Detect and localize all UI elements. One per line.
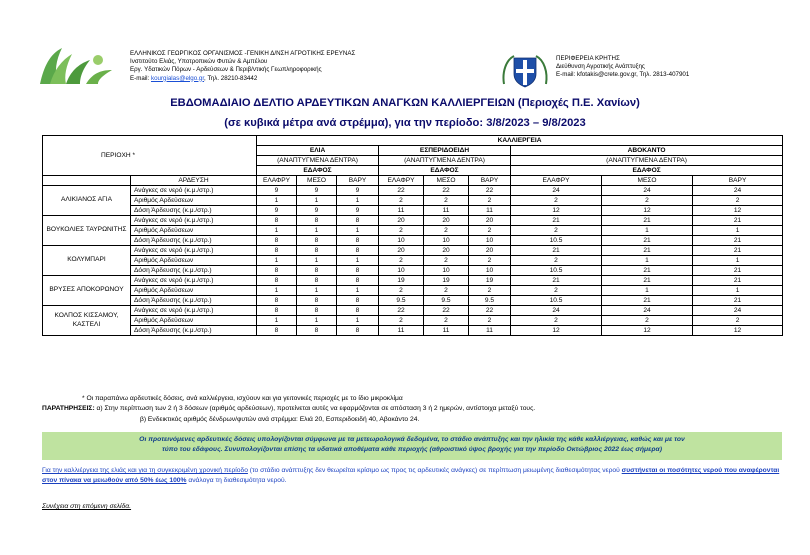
value-cell: 20	[379, 216, 424, 226]
irrigation-table	[42, 135, 783, 336]
value-cell: 21	[602, 216, 693, 226]
value-cell: 8	[297, 276, 337, 286]
letterhead	[0, 0, 810, 92]
value-cell: 8	[257, 266, 297, 276]
table-row	[43, 296, 783, 306]
value-cell: 21	[602, 266, 693, 276]
value-cell: 10	[469, 266, 511, 276]
irrigation-metric: Δόση Άρδευσης (κ.μ./στρ.)	[131, 266, 257, 276]
value-cell: 22	[469, 186, 511, 196]
irrigation-metric: Ανάγκες σε νερό (κ.μ./στρ.)	[131, 216, 257, 226]
table-row	[43, 256, 783, 266]
value-cell: 2	[469, 226, 511, 236]
value-cell: 2	[511, 196, 602, 206]
soil-type: ΕΛΑΦΡΥ	[257, 176, 297, 186]
value-cell: 2	[469, 196, 511, 206]
value-cell: 1	[602, 256, 693, 266]
value-cell: 20	[469, 216, 511, 226]
crop-citrus: ΕΣΠΕΡΙΔΟΕΙΔΗ	[379, 146, 511, 156]
olive-recommendation	[42, 466, 782, 486]
crop-avocado: ΑΒΟΚΑΝΤΟ	[511, 146, 783, 156]
value-cell: 1	[602, 286, 693, 296]
value-cell: 9	[297, 186, 337, 196]
table-row	[43, 206, 783, 216]
value-cell: 8	[337, 216, 379, 226]
crop-olive: ΕΛΙΑ	[257, 146, 379, 156]
table-row	[43, 226, 783, 236]
value-cell: 21	[693, 276, 783, 286]
value-cell: 8	[297, 306, 337, 316]
continued-next-page: Συνέχεια στη επόμενη σελίδα.	[42, 503, 132, 510]
soil-label: ΕΔΑΦΟΣ	[379, 166, 511, 176]
remark-a-row	[42, 404, 535, 414]
soil-label: ΕΔΑΦΟΣ	[511, 166, 783, 176]
value-cell: 2	[469, 256, 511, 266]
value-cell: 8	[337, 306, 379, 316]
value-cell: 21	[693, 246, 783, 256]
greek-coat-of-arms-emblem	[500, 50, 550, 90]
irrigation-metric: Δόση Άρδευσης (κ.μ./στρ.)	[131, 236, 257, 246]
value-cell: 8	[337, 266, 379, 276]
olive-rec-part2: (το στάδιο ανάπτυξης δεν θεωρείται κρίσιμο ως προς τις αρδευτικές ανάγκες) σε περίπτωση μειωμένης διαθεσιμότητας νερού	[247, 467, 622, 474]
value-cell: 21	[693, 266, 783, 276]
value-cell: 21	[693, 236, 783, 246]
irrigation-metric: Δόση Άρδευσης (κ.μ./στρ.)	[131, 296, 257, 306]
table-row	[43, 276, 783, 286]
value-cell: 2	[511, 256, 602, 266]
value-cell: 21	[511, 216, 602, 226]
region-name: ΒΡΥΣΕΣ ΑΠΟΚΟΡΩΝΟΥ	[43, 276, 131, 306]
value-cell: 10.5	[511, 236, 602, 246]
footnote: * Οι παραπάνω αρδευτικές δόσεις, ανά καλλιέργεια, ισχύουν και για γειτονικές περιοχές με το ίδιο μικροκλίμα	[82, 395, 403, 402]
value-cell: 1	[257, 256, 297, 266]
notes-section	[42, 394, 535, 425]
value-cell: 2	[379, 196, 424, 206]
value-cell: 10	[379, 236, 424, 246]
region-name: ΑΛΙΚΙΑΝΟΣ ΑΓΙΑ	[43, 186, 131, 216]
org-line: ΕΛΛΗΝΙΚΟΣ ΓΕΩΡΓΙΚΟΣ ΟΡΓΑΝΙΣΜΟΣ -ΓΕΝΙΚΗ Δ/ΝΣΗ ΑΓΡΟΤΙΚΗΣ ΕΡΕΥΝΑΣ	[130, 50, 356, 57]
irrigation-metric: Αριθμός Αρδεύσεων	[131, 286, 257, 296]
value-cell: 21	[602, 276, 693, 286]
value-cell: 1	[337, 256, 379, 266]
value-cell: 21	[693, 216, 783, 226]
value-cell: 9	[337, 186, 379, 196]
value-cell: 12	[602, 326, 693, 336]
table-row	[43, 246, 783, 256]
value-cell: 12	[693, 326, 783, 336]
value-cell: 2	[424, 286, 469, 296]
value-cell: 21	[602, 236, 693, 246]
value-cell: 20	[379, 246, 424, 256]
table-row	[43, 216, 783, 226]
value-cell: 1	[297, 226, 337, 236]
value-cell: 9.5	[424, 296, 469, 306]
value-cell: 24	[511, 306, 602, 316]
olive-rec-part3: συστήνεται οι ποσότητες νερού που αναφέρονται στον πίνακα να μειωθούν από 50% έως 100%	[42, 467, 780, 484]
value-cell: 8	[297, 236, 337, 246]
value-cell: 22	[379, 306, 424, 316]
phone-text: , Τηλ. 28210-83442	[204, 74, 258, 82]
value-cell: 22	[424, 306, 469, 316]
crop-olive-sub: (ΑΝΑΠΤΥΓΜΕΝΑ ΔΕΝΤΡΑ)	[257, 156, 379, 166]
value-cell: 21	[511, 246, 602, 256]
value-cell: 1	[257, 286, 297, 296]
value-cell: 8	[257, 306, 297, 316]
calculation-note-line2: τύπο του εδάφους. Συνυπολογίζονται επίσης τα υδατικά αποθέματα κάθε περιοχής (αθροιστικό ύψος βροχής για την περίοδο Οκτώβριος 2022 έως σήμερα)	[161, 446, 663, 453]
calculation-note-box	[42, 432, 782, 460]
soil-type: ΜΕΣΟ	[424, 176, 469, 186]
value-cell: 9.5	[469, 296, 511, 306]
value-cell: 10	[469, 236, 511, 246]
value-cell: 22	[424, 186, 469, 196]
value-cell: 8	[257, 246, 297, 256]
value-cell: 10.5	[511, 296, 602, 306]
value-cell: 21	[602, 296, 693, 306]
value-cell: 11	[424, 206, 469, 216]
region-name: ΠΕΡΙΦΕΡΕΙΑ ΚΡΗΤΗΣ	[556, 55, 620, 62]
soil-type: ΜΕΣΟ	[297, 176, 337, 186]
value-cell: 2	[602, 196, 693, 206]
value-cell: 2	[424, 226, 469, 236]
value-cell: 1	[297, 256, 337, 266]
value-cell: 8	[257, 276, 297, 286]
value-cell: 8	[257, 236, 297, 246]
value-cell: 1	[693, 256, 783, 266]
value-cell: 1	[693, 286, 783, 296]
institute-info	[130, 50, 355, 83]
value-cell: 1	[693, 226, 783, 236]
value-cell: 2	[693, 196, 783, 206]
table-row	[43, 286, 783, 296]
value-cell: 19	[469, 276, 511, 286]
value-cell: 20	[424, 216, 469, 226]
irrigation-metric: Ανάγκες σε νερό (κ.μ./στρ.)	[131, 246, 257, 256]
value-cell: 10.5	[511, 266, 602, 276]
value-cell: 1	[602, 226, 693, 236]
crop-citrus-sub: (ΑΝΑΠΤΥΓΜΕΝΑ ΔΕΝΤΡΑ)	[379, 156, 511, 166]
table-row	[43, 326, 783, 336]
value-cell: 9.5	[379, 296, 424, 306]
value-cell: 20	[469, 246, 511, 256]
bulletin-title: ΕΒΔΟΜΑΔΙΑΙΟ ΔΕΛΤΙΟ ΑΡΔΕΥΤΙΚΩΝ ΑΝΑΓΚΩΝ ΚΑΛΛΙΕΡΓΕΙΩΝ (Περιοχές Π.Ε. Χανίων)	[170, 97, 640, 109]
value-cell: 21	[602, 246, 693, 256]
value-cell: 10	[379, 266, 424, 276]
value-cell: 11	[379, 206, 424, 216]
value-cell: 2	[511, 286, 602, 296]
value-cell: 8	[337, 246, 379, 256]
value-cell: 2	[424, 196, 469, 206]
remarks-label: ΠΑΡΑΤΗΡΗΣΕΙΣ:	[42, 405, 95, 413]
value-cell: 19	[379, 276, 424, 286]
soil-type: ΜΕΣΟ	[602, 176, 693, 186]
value-cell: 24	[602, 186, 693, 196]
bulletin-period: (σε κυβικά μέτρα ανά στρέμμα), για την περίοδο: 3/8/2023 – 9/8/2023	[224, 117, 586, 129]
region-header: ΠΕΡΙΟΧΗ *	[43, 136, 257, 176]
value-cell: 2	[469, 316, 511, 326]
value-cell: 12	[511, 206, 602, 216]
irrigation-metric: Δόση Άρδευσης (κ.μ./στρ.)	[131, 326, 257, 336]
value-cell: 21	[693, 296, 783, 306]
soil-type: ΕΛΑΦΡΥ	[511, 176, 602, 186]
value-cell: 1	[297, 286, 337, 296]
olive-rec-part4: ανάλογα τη διαθεσιμότητα νερού.	[186, 477, 287, 484]
table-row	[43, 306, 783, 316]
value-cell: 10	[424, 236, 469, 246]
value-cell: 11	[469, 326, 511, 336]
contact-line	[130, 75, 355, 83]
value-cell: 8	[337, 236, 379, 246]
value-cell: 1	[337, 196, 379, 206]
soil-type: ΕΛΑΦΡΥ	[379, 176, 424, 186]
value-cell: 8	[337, 326, 379, 336]
region-contact: E-mail: kfotakis@crete.gov.gr, Τηλ. 2813-407901	[556, 71, 690, 79]
directorate-name: Διεύθυνση Αγροτικής Ανάπτυξης	[556, 63, 645, 71]
region-info	[556, 55, 689, 80]
value-cell: 2	[469, 286, 511, 296]
value-cell: 21	[511, 276, 602, 286]
value-cell: 2	[511, 316, 602, 326]
value-cell: 1	[297, 316, 337, 326]
soil-type: ΒΑΡΥ	[469, 176, 511, 186]
region-name: ΚΟΛΠΟΣ ΚΙΣΣΑΜΟΥ, ΚΑΣΤΕΛΙ	[43, 306, 131, 336]
value-cell: 8	[257, 216, 297, 226]
value-cell: 8	[297, 216, 337, 226]
value-cell: 11	[379, 326, 424, 336]
table-row	[43, 186, 783, 196]
value-cell: 2	[693, 316, 783, 326]
remark-b: β) Ενδεικτικός αριθμός δένδρων/φυτών ανά στρέμμα: Ελιά 20, Εσπεριδοειδή 40, Αβοκάντο 24.	[140, 415, 420, 423]
value-cell: 2	[511, 226, 602, 236]
value-cell: 11	[469, 206, 511, 216]
irrigation-metric: Αριθμός Αρδεύσεων	[131, 316, 257, 326]
value-cell: 2	[602, 316, 693, 326]
soil-type: ΒΑΡΥ	[693, 176, 783, 186]
value-cell: 11	[424, 326, 469, 336]
value-cell: 8	[297, 266, 337, 276]
value-cell: 22	[379, 186, 424, 196]
olive-rec-part1: Για την καλλιέργεια της ελιάς και για τη συγκεκριμένη χρονική περίοδο	[42, 467, 248, 474]
value-cell: 10	[424, 266, 469, 276]
value-cell: 8	[297, 296, 337, 306]
calculation-note-line1: Οι προτεινόμενες αρδευτικές δόσεις υπολογίζονται σύμφωνα με τα μετεωρολογικά δεδομένα, το στάδιο ανάπτυξης και την ηλικία της κάθε καλλιέργειας, καθώς και με τον	[139, 436, 685, 443]
soil-type: ΒΑΡΥ	[337, 176, 379, 186]
email-link[interactable]: kourgialas@elgo.gr	[150, 74, 205, 82]
table-row	[43, 266, 783, 276]
value-cell: 1	[257, 196, 297, 206]
value-cell: 9	[257, 206, 297, 216]
table-row	[43, 316, 783, 326]
soil-label: ΕΔΑΦΟΣ	[257, 166, 379, 176]
value-cell: 12	[602, 206, 693, 216]
lab-line: Εργ. Υδατικών Πόρων - Αρδεύσεων & Περιβ/ντικής Γεωπληροφορικής	[130, 66, 322, 74]
remark-a: α) Στην περίπτωση των 2 ή 3 δόσεων (αριθμός αρδεύσεων), προτείνεται αυτές να εφαρμόζονται σε απόσταση 3 ή 2 ημερών, αντίστοιχα μεταξύ τους.	[96, 405, 536, 413]
irrigation-metric: Ανάγκες σε νερό (κ.μ./στρ.)	[131, 306, 257, 316]
value-cell: 8	[257, 296, 297, 306]
value-cell: 24	[602, 306, 693, 316]
region-rows	[43, 186, 783, 336]
value-cell: 8	[297, 246, 337, 256]
value-cell: 1	[337, 316, 379, 326]
value-cell: 24	[693, 186, 783, 196]
value-cell: 24	[511, 186, 602, 196]
irrigation-metric: Ανάγκες σε νερό (κ.μ./στρ.)	[131, 276, 257, 286]
value-cell: 8	[337, 276, 379, 286]
value-cell: 20	[424, 246, 469, 256]
value-cell: 12	[511, 326, 602, 336]
region-name: ΒΟΥΚΟΛΙΕΣ ΤΑΥΡΩΝΙΤΗΣ	[43, 216, 131, 246]
value-cell: 24	[693, 306, 783, 316]
value-cell: 1	[337, 226, 379, 236]
value-cell: 2	[379, 316, 424, 326]
value-cell: 12	[693, 206, 783, 216]
irrigation-metric: Δόση Άρδευσης (κ.μ./στρ.)	[131, 206, 257, 216]
region-header-cell	[43, 176, 131, 186]
value-cell: 9	[337, 206, 379, 216]
value-cell: 2	[424, 256, 469, 266]
irrigation-metric: Αριθμός Αρδεύσεων	[131, 226, 257, 236]
value-cell: 9	[257, 186, 297, 196]
value-cell: 8	[297, 326, 337, 336]
crops-header: ΚΑΛΛΙΕΡΓΕΙΑ	[257, 136, 783, 146]
irrigation-metric: Ανάγκες σε νερό (κ.μ./στρ.)	[131, 186, 257, 196]
value-cell: 2	[379, 256, 424, 266]
value-cell: 2	[379, 286, 424, 296]
value-cell: 22	[469, 306, 511, 316]
value-cell: 1	[297, 196, 337, 206]
irrigation-metric: Αριθμός Αρδεύσεων	[131, 256, 257, 266]
region-name: ΚΟΛΥΜΠΑΡΙ	[43, 246, 131, 276]
table-row	[43, 236, 783, 246]
irrigation-metric: Αριθμός Αρδεύσεων	[131, 196, 257, 206]
elgo-logo	[36, 44, 118, 88]
table-row	[43, 196, 783, 206]
value-cell: 8	[337, 296, 379, 306]
value-cell: 1	[257, 226, 297, 236]
email-label: E-mail:	[130, 74, 151, 82]
value-cell: 9	[297, 206, 337, 216]
value-cell: 1	[337, 286, 379, 296]
crop-avocado-sub: (ΑΝΑΠΤΥΓΜΕΝΑ ΔΕΝΤΡΑ)	[511, 156, 783, 166]
irrigation-header: ΑΡΔΕΥΣΗ	[131, 176, 257, 186]
value-cell: 2	[379, 226, 424, 236]
institute-line: Ινστιτούτο Ελιάς, Υποτροπικών Φυτών & Αμπέλου	[130, 58, 268, 66]
value-cell: 1	[257, 316, 297, 326]
value-cell: 2	[424, 316, 469, 326]
value-cell: 19	[424, 276, 469, 286]
value-cell: 8	[257, 326, 297, 336]
